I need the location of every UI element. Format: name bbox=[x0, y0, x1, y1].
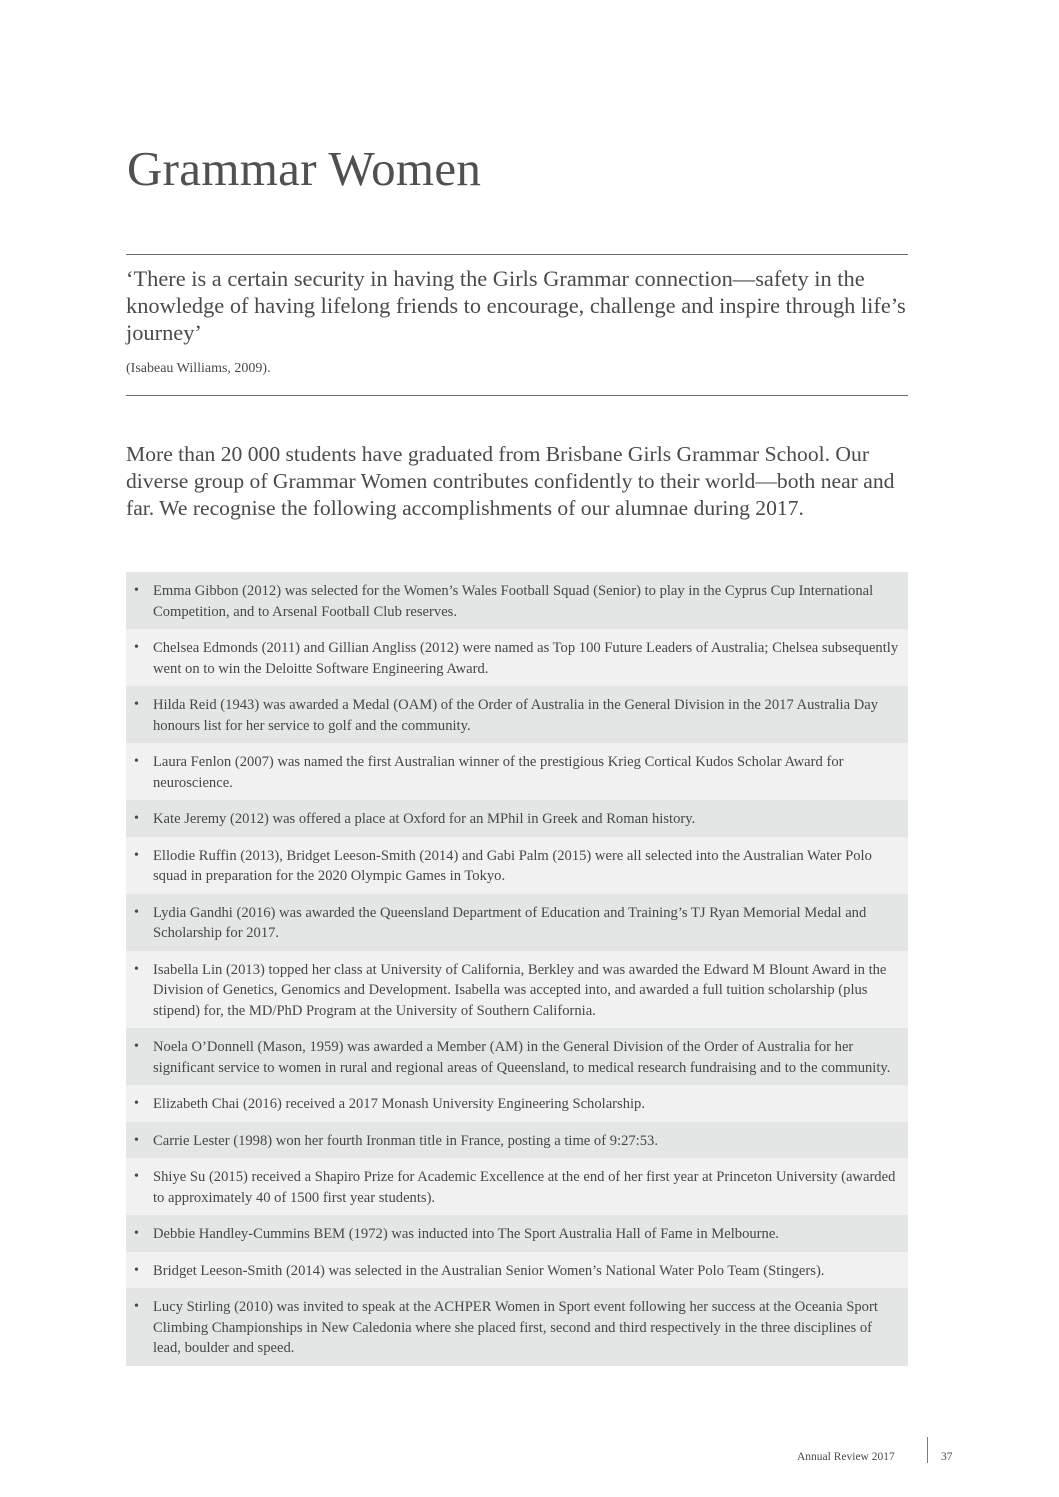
bullet-icon: • bbox=[134, 1226, 139, 1241]
list-item bbox=[126, 1122, 908, 1159]
list-item-text: Lydia Gandhi (2016) was awarded the Queensland Department of Education and Training’s TJ Ryan Memorial Medal and Scholarship for 2017. bbox=[153, 904, 867, 941]
quote-top-divider bbox=[126, 254, 908, 255]
intro-paragraph: More than 20 000 students have graduated from Brisbane Girls Grammar School. Our diverse group of Grammar Women contributes confidently to their world—both near and far. We recognise the following accomplishments of our alumnae during 2017. bbox=[126, 442, 895, 520]
bullet-icon: • bbox=[134, 961, 139, 977]
list-item bbox=[126, 1288, 908, 1366]
bullet-icon: • bbox=[134, 1262, 139, 1278]
list-item-text: Debbie Handley-Cummins BEM (1972) was inducted into The Sport Australia Hall of Fame in Melbourne. bbox=[153, 1226, 779, 1242]
list-item-text: Isabella Lin (2013) topped her class at University of California, Berkley and was awarded the Edward M Blount Award in the Division of Genetics, Genomics and Development. Isabella was accepted into, and awarded a full tuition scholarship (plus stipend) for, the MD/PhD Program at the University of Southern California. bbox=[153, 961, 887, 1019]
list-item bbox=[126, 572, 908, 629]
list-item bbox=[126, 1085, 908, 1122]
list-item-text: Bridget Leeson-Smith (2014) was selected in the Australian Senior Women’s National Water Polo Team (Stingers). bbox=[153, 1262, 825, 1279]
list-item-text: Shiye Su (2015) received a Shapiro Prize for Academic Excellence at the end of her first year at Princeton University (awarded to approximately 40 of 1500 first year students). bbox=[153, 1169, 896, 1206]
footer-publication: Annual Review 2017 bbox=[797, 1451, 895, 1463]
list-item bbox=[126, 800, 908, 837]
list-item bbox=[126, 1215, 908, 1252]
list-item-text: Chelsea Edmonds (2011) and Gillian Angliss (2012) were named as Top 100 Future Leaders of Australia; Chelsea subsequently went on to win the Deloitte Software Engineering Award. bbox=[153, 640, 899, 677]
list-item-text: Carrie Lester (1998) won her fourth Ironman title in France, posting a time of 9:27:53. bbox=[153, 1132, 658, 1149]
list-item-text: Laura Fenlon (2007) was named the first Australian winner of the prestigious Krieg Cortical Kudos Scholar Award for neuroscience. bbox=[153, 754, 844, 791]
bullet-icon: • bbox=[134, 811, 139, 826]
accomplishments-list bbox=[126, 572, 908, 1366]
list-item-text: Ellodie Ruffin (2013), Bridget Leeson-Smith (2014) and Gabi Palm (2015) were all selected into the Australian Water Polo squad in preparation for the 2020 Olympic Games in Tokyo. bbox=[153, 847, 872, 884]
quote-bottom-divider bbox=[126, 395, 908, 396]
bullet-icon: • bbox=[134, 1299, 139, 1314]
list-item-text: Elizabeth Chai (2016) received a 2017 Monash University Engineering Scholarship. bbox=[153, 1096, 646, 1112]
list-item bbox=[126, 951, 908, 1029]
list-item bbox=[126, 629, 908, 686]
list-item bbox=[126, 743, 908, 800]
list-item bbox=[126, 837, 908, 894]
bullet-icon: • bbox=[134, 847, 139, 863]
bullet-icon: • bbox=[134, 1132, 139, 1148]
list-item bbox=[126, 1252, 908, 1289]
list-item-text: Noela O’Donnell (Mason, 1959) was awarded a Member (AM) in the General Division of the Order of Australia for her significant service to women in rural and regional areas of Queensland, to medical research fundraising and to the community. bbox=[153, 1039, 891, 1076]
list-item bbox=[126, 686, 908, 743]
footer-divider bbox=[927, 1437, 928, 1463]
list-item bbox=[126, 1158, 908, 1215]
page-title: Grammar Women bbox=[127, 141, 482, 196]
list-item bbox=[126, 894, 908, 951]
page-number: 37 bbox=[941, 1451, 953, 1463]
list-item-text: Hilda Reid (1943) was awarded a Medal (OAM) of the Order of Australia in the General Division in the 2017 Australia Day honours list for her service to golf and the community. bbox=[153, 697, 879, 734]
pull-quote: ‘There is a certain security in having the Girls Grammar connection—safety in the knowledge of having lifelong friends to encourage, challenge and inspire through life’s journey’ bbox=[126, 266, 906, 345]
list-item bbox=[126, 1028, 908, 1085]
bullet-icon: • bbox=[134, 583, 139, 598]
bullet-icon: • bbox=[134, 640, 139, 655]
bullet-icon: • bbox=[134, 754, 139, 769]
bullet-icon: • bbox=[134, 1096, 139, 1111]
bullet-icon: • bbox=[134, 904, 139, 920]
bullet-icon: • bbox=[134, 1039, 139, 1054]
list-item-text: Emma Gibbon (2012) was selected for the Women’s Wales Football Squad (Senior) to play in the Cyprus Cup International Competition, and to Arsenal Football Club reserves. bbox=[153, 583, 874, 620]
list-item-text: Kate Jeremy (2012) was offered a place at Oxford for an MPhil in Greek and Roman history. bbox=[153, 811, 696, 827]
list-item-text: Lucy Stirling (2010) was invited to speak at the ACHPER Women in Sport event following her success at the Oceania Sport Climbing Championships in New Caledonia where she placed first, second and third respectively in the three disciplines of lead, boulder and speed. bbox=[153, 1299, 878, 1356]
quote-citation: (Isabeau Williams, 2009). bbox=[126, 361, 271, 376]
bullet-icon: • bbox=[134, 697, 139, 712]
bullet-icon: • bbox=[134, 1169, 139, 1184]
